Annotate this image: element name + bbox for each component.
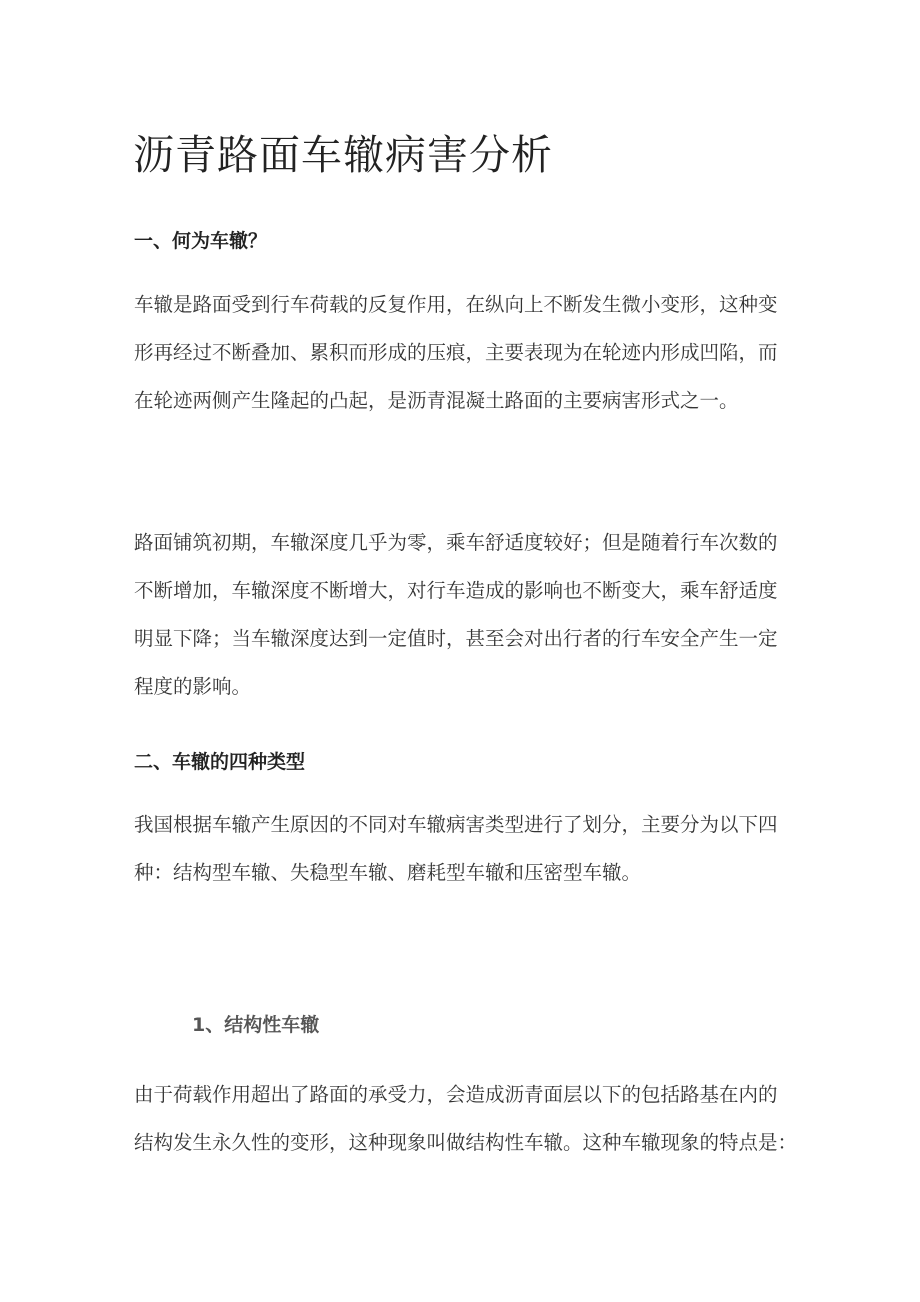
section-heading-four-types: 二、车辙的四种类型: [134, 751, 306, 773]
paragraph-structural-rutting: [134, 1071, 798, 1167]
paragraph-rutting-development: [134, 519, 794, 711]
paragraph-line: 明显下降；当车辙深度达到一定值时，甚至会对出行者的行车安全产生一定: [134, 627, 778, 650]
paragraph-line: 种：结构型车辙、失稳型车辙、磨耗型车辙和压密型车辙。: [134, 861, 642, 884]
paragraph-line: 形再经过不断叠加、累积而形成的压痕，主要表现为在轮迹内形成凹陷，而: [134, 341, 778, 364]
paragraph-rutting-definition: [134, 281, 794, 425]
paragraph-line: 路面铺筑初期，车辙深度几乎为零，乘车舒适度较好；但是随着行车次数的: [134, 531, 778, 554]
paragraph-line: 不断增加，车辙深度不断增大，对行车造成的影响也不断变大，乘车舒适度: [134, 579, 778, 602]
paragraph-rutting-types: [134, 801, 794, 897]
paragraph-line: 在轮迹两侧产生隆起的凸起，是沥青混凝土路面的主要病害形式之一。: [134, 389, 739, 412]
section-heading-what-is-rutting: 一、何为车辙？: [134, 230, 268, 252]
paragraph-line: 由于荷载作用超出了路面的承受力，会造成沥青面层以下的包括路基在内的: [134, 1083, 778, 1106]
document-title: 沥青路面车辙病害分析: [133, 131, 553, 179]
paragraph-line: 车辙是路面受到行车荷载的反复作用，在纵向上不断发生微小变形，这种变: [134, 293, 778, 316]
subheading-structural-rutting: 1、结构性车辙: [192, 1014, 320, 1036]
paragraph-line: 结构发生永久性的变形，这种现象叫做结构性车辙。这种车辙现象的特点是：: [134, 1131, 798, 1154]
paragraph-line: 我国根据车辙产生原因的不同对车辙病害类型进行了划分，主要分为以下四: [134, 813, 778, 836]
paragraph-line: 程度的影响。: [134, 675, 252, 698]
